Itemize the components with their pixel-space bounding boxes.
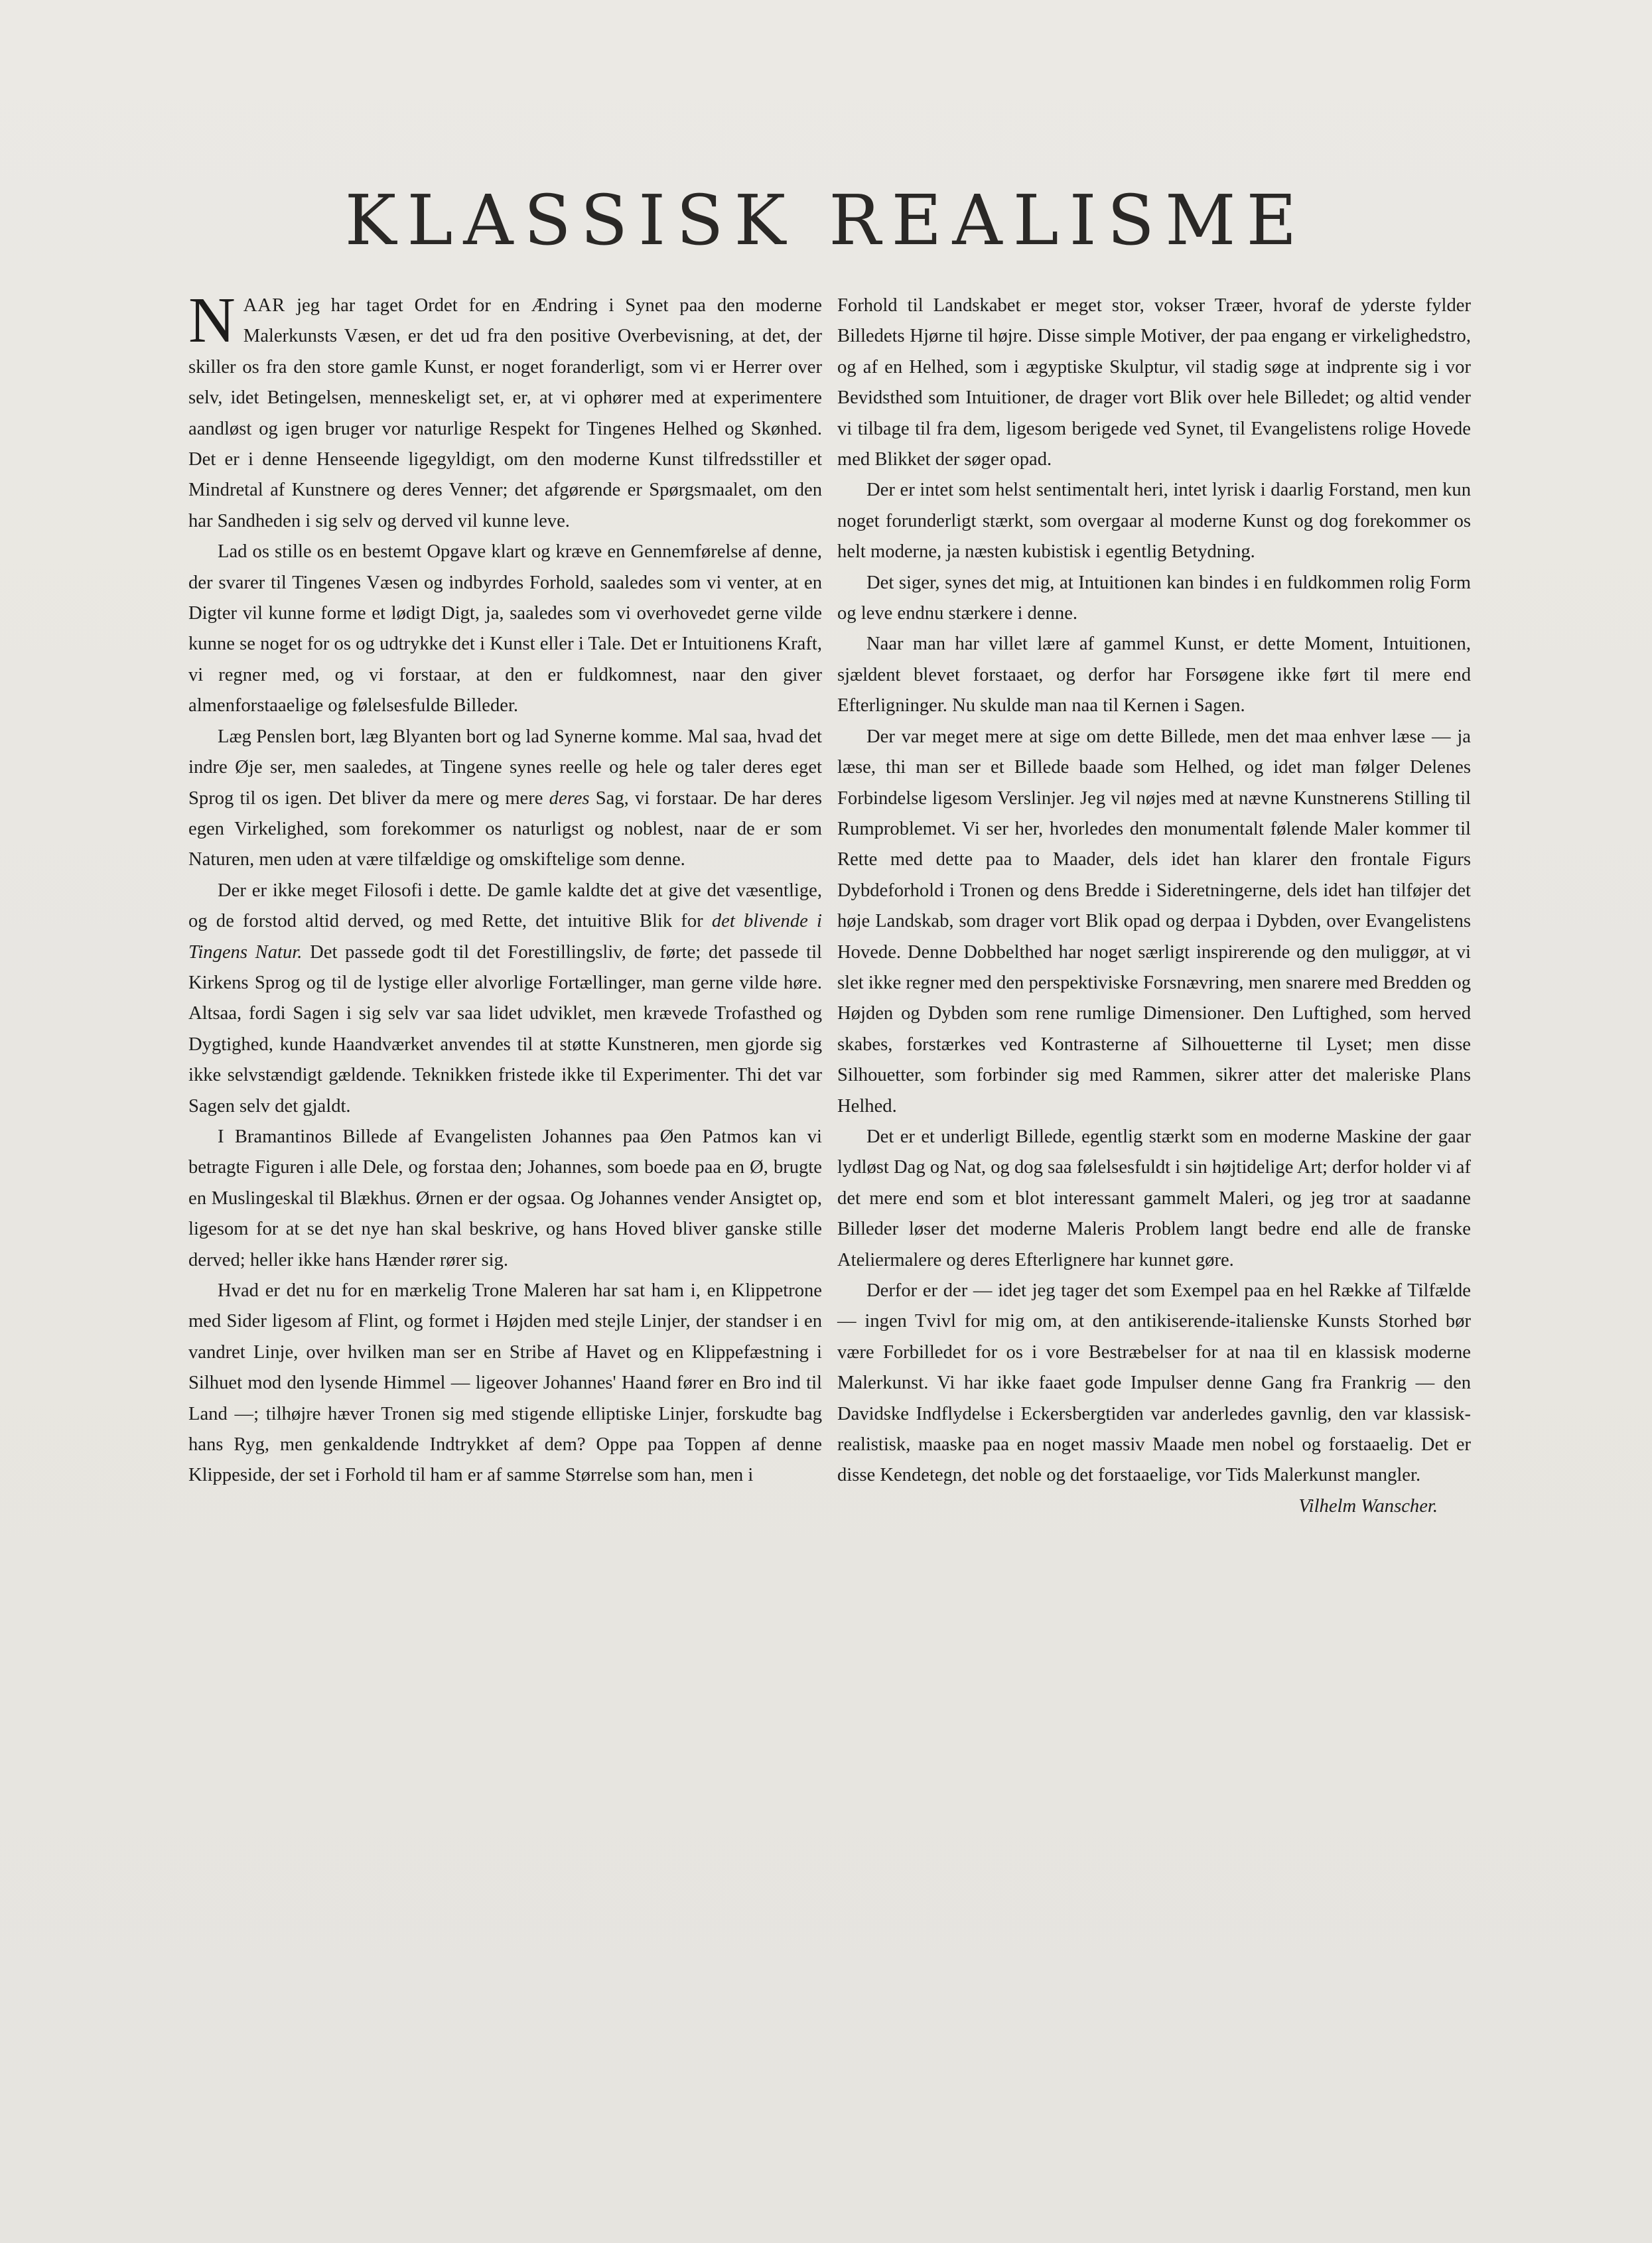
paragraph: Det siger, synes det mig, at Intuitionen kan bindes i en fuldkommen rolig Form og leve endnu stærkere i denne. [837, 572, 1471, 624]
paragraph [188, 876, 822, 1122]
left-column [188, 285, 823, 1491]
paragraph: Lad os stille os en bestemt Opgave klart og kræve en Gennemførelse af denne, der svarer til Tingenes Væsen og indbyrdes Forhold, saaledes som vi venter, at en Digter vil kunne forme et lødigt Digt, ja, saaledes som vi overhovedet gerne vilde kunne se noget for os og udtrykke det i Kunst eller i Tale. Det er Intuitionens Kraft, vi regner med, og vi forstaar, at den er fuldkomnest, naar den giver almenforstaaelige og følelsesfulde Billeder. [188, 541, 822, 716]
paragraph [188, 722, 822, 876]
paragraph-text: jeg har taget Ordet for en Ændring i Synet paa den moderne Malerkunsts Væsen, er det ud fra den positive Overbevisning, at det, der skiller os fra den store gamle Kunst, er noget foranderligt, som vi er Herrer over selv, idet Betingelsen, menneskeligt set, er, at vi ophører med at experimentere aandløst og igen bruger vor naturlige Respekt for Tingenes Helhed og Skønhed. Det er i denne Henseende ligegyldigt, om den moderne Kunst tilfredsstiller et Mindretal af Kunstnere og deres Venner; det afgørende er Spørgsmaalet, om den har Sandheden i sig selv og derved vil kunne leve. [188, 295, 822, 531]
opening-word: AAR [243, 295, 286, 316]
paragraph-text: Læg Penslen bort, læg Blyanten bort og lad Synerne komme. Mal saa, hvad det indre Øje ser, men saaledes, at Tingene synes reelle og hele og taler deres eget Sprog til os igen. Det bliver da mere og mere [188, 726, 822, 809]
paragraph-text: Sag, vi forstaar. De har deres egen Virkelighed, som forekommer os naturligst og noblest, naar de er som Naturen, men uden at være tilfældige og omskiftelige som denne. [188, 787, 822, 870]
right-column [837, 291, 1471, 1522]
italic-text: det blivende i Tingens Natur. [188, 911, 822, 963]
paragraph: Der var meget mere at sige om dette Billede, men det maa enhver læse — ja læse, thi man ser et Billede baade som Helhed, og idet man følger Delenes Forbindelse ligesom Verslinjer. Jeg vil nøjes med at nævne Kunstnerens Stilling til Rumproblemet. Vi ser her, hvorledes den monumentalt følende Maler kommer til Rette med dette paa to Maader, dels idet han klarer den frontale Figurs Dybdeforhold i Tronen og dens Bredde i Sideretningerne, dels idet han tilføjer det høje Landskab, som drager vort Blik opad og derpaa i Dybden, over Evangelistens Hovede. Denne Dobbelthed har noget særligt inspirerende og den muliggør, at vi slet ikke regner med den perspektiviske Forsnævring, men snarere med Bredden og Højden og Dybden som rene rumlige Dimensioner. Den Luftighed, som herved skabes, forstærkes ved Kontrasterne af Silhouetterne til Lyset; men disse Silhouetter, som forbinder sig med Rammen, sikrer atter det maleriske Plans Helhed. [837, 726, 1471, 1117]
article-title: KLASSISK REALISME [344, 180, 1308, 261]
paragraph: Hvad er det nu for en mærkelig Trone Maleren har sat ham i, en Klippetrone med Sider ligesom af Flint, og formet i Højden med stejle Linjer, der standser i en vandret Linje, over hvilken man ser en Stribe af Havet og en Klippefæstning i Silhuet mod den lysende Himmel — ligeover Johannes' Haand fører en Bro ind til Land —; tilhøjre hæver Tronen sig med stigende elliptiske Linjer, forskudte bag hans Ryg, men genkaldende Indtrykket af dem? Oppe paa Toppen af denne Klippeside, der set i Forhold til ham er af samme Størrelse som han, men i [188, 1280, 822, 1486]
drop-cap: N [188, 285, 236, 356]
paragraph-text: Der er ikke meget Filosofi i dette. De gamle kaldte det at give det væsentlige, og de forstod altid derved, og med Rette, det intuitive Blik for [188, 880, 822, 932]
italic-text: deres [549, 787, 590, 809]
paragraph-text: Det passede godt til det Forestillingsliv, de førte; det passede til Kirkens Sprog og til de lystige eller alvorlige Fortællinger, man gerne vilde høre. Altsaa, fordi Sagen i sig selv var saa lidet udviklet, men krævede Trofasthed og Dygtighed, kunde Haandværket anvendes til at støtte Kunstneren, men gjorde sig ikke selvstændigt gældende. Teknikken fristede ikke til Experimenter. Thi det var Sagen selv det gjaldt. [188, 941, 823, 1117]
paragraph: Naar man har villet lære af gammel Kunst, er dette Moment, Intuitionen, sjældent blevet forstaaet, og derfor har Forsøgene ikke ført til mere end Efterligninger. Nu skulde man naa til Kernen i Sagen. [837, 634, 1471, 716]
paragraph: Derfor er der — idet jeg tager det som Exempel paa en hel Række af Tilfælde — ingen Tvivl for mig om, at den antikiserende-italienske Kunsts Storhed bør være Forbilledet for os i vore Bestræbelser for at naa til en klassisk moderne Malerkunst. Vi har ikke faaet gode Impulser denne Gang fra Frankrig — den Davidske Indflydelse i Eckersbergtiden var anderledes gavnlig, den var klassisk-realistisk, maaske paa en noget massiv Maade men nobel og forstaaelig. Det er disse Kendetegn, det noble og det forstaaelige, vor Tids Malerkunst mangler. [837, 1280, 1471, 1486]
author-signature: Vilhelm Wanscher. [1298, 1495, 1438, 1517]
paragraph: Der er intet som helst sentimentalt heri, intet lyrisk i daarlig Forstand, men kun noget forunderligt stærkt, som overgaar al moderne Kunst og dog forekommer os helt moderne, ja næsten kubistisk i egentlig Betydning. [837, 480, 1471, 563]
paragraph: Forhold til Landskabet er meget stor, vokser Træer, hvoraf de yderste fylder Billedets Hjørne til højre. Disse simple Motiver, der paa engang er virkelighedstro, og af en Helhed, som i ægyptiske Skulptur, vil stadig søge at indprente sig i vor Bevidsthed som Intuitioner, de drager vort Blik over hele Billedet; og altid vender vi tilbage til fra dem, ligesom berigede ved Synet, til Evangelistens rolige Hovede med Blikket der søger opad. [837, 295, 1471, 470]
paragraph: I Bramantinos Billede af Evangelisten Johannes paa Øen Patmos kan vi betragte Figuren i alle Dele, og forstaa den; Johannes, som boede paa en Ø, brugte en Muslingeskal til Blækhus. Ørnen er der ogsaa. Og Johannes vender Ansigtet op, ligesom for at se det nye han skal beskrive, og hans Hoved bliver ganske stille derved; heller ikke hans Hænder rører sig. [188, 1126, 822, 1270]
paragraph: Det er et underligt Billede, egentlig stærkt som en moderne Maskine der gaar lydløst Dag og Nat, og dog saa følelsesfuldt i sin højtidelige Art; derfor holder vi af det mere end som et blot interessant gammelt Maleri, og jeg tror at saadanne Billeder løser det moderne Maleris Problem langt bedre end alle de franske Ateliermalere og deres Efterlignere har kunnet gøre. [837, 1126, 1471, 1270]
paragraph [188, 285, 822, 537]
